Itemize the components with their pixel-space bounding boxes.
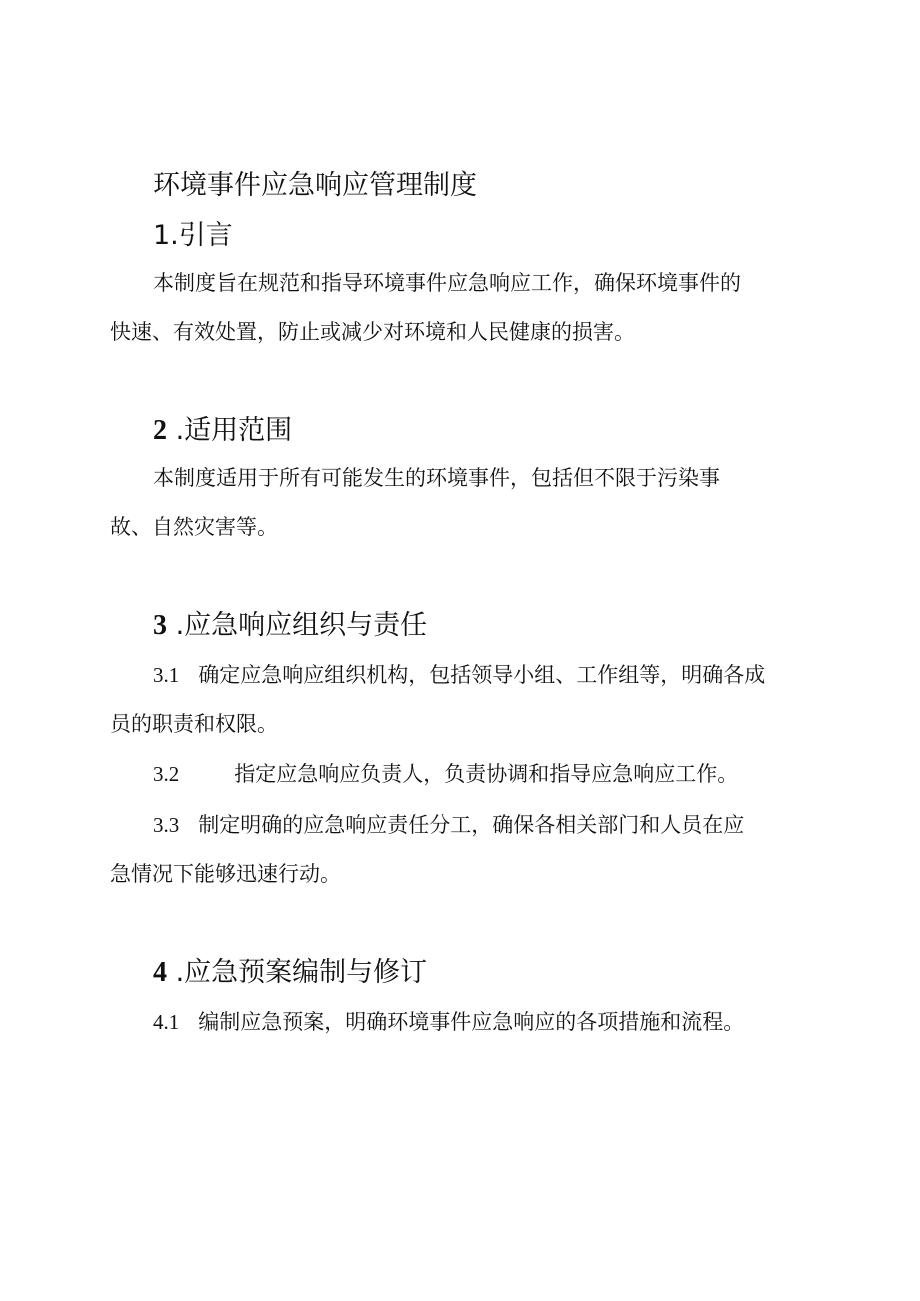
item-4-1-text: 编制应急预案，明确环境事件应急响应的各项措施和流程。 — [198, 1010, 745, 1034]
section-1-line-1: 本制度旨在规范和指导环境事件应急响应工作，确保环境事件的 — [153, 271, 741, 295]
item-3-1 — [153, 660, 765, 690]
section-2-heading — [153, 411, 292, 451]
item-3-3 — [153, 810, 744, 840]
section-2-line-2: 故、自然灾害等。 — [110, 515, 278, 539]
item-4-1 — [153, 1007, 744, 1037]
section-4-heading — [153, 953, 427, 993]
section-2-heading-text: .适用范围 — [167, 415, 293, 446]
item-3-1-number: 3.1 — [153, 663, 180, 687]
item-3-1-text: 确定应急响应组织机构，包括领导小组、工作组等，明确各成 — [198, 663, 766, 687]
section-2-line-1: 本制度适用于所有可能发生的环境事件，包括但不限于污染事 — [153, 466, 720, 490]
section-1-heading: 1.引言 — [153, 220, 233, 251]
section-4-heading-number: 4 — [153, 957, 167, 988]
item-3-2-number: 3.2 — [153, 762, 180, 786]
item-4-1-number: 4.1 — [153, 1010, 180, 1034]
section-3-heading-text: .应急响应组织与责任 — [167, 610, 428, 641]
document-title: 环境事件应急响应管理制度 — [153, 170, 477, 201]
item-3-2-text: 指定应急响应负责人，负责协调和指导应急响应工作。 — [234, 762, 739, 786]
item-3-3-continuation: 急情况下能够迅速行动。 — [110, 862, 341, 886]
section-3-heading — [153, 606, 427, 646]
section-1-line-2: 快速、有效处置，防止或减少对环境和人民健康的损害。 — [110, 320, 635, 344]
section-2-heading-number: 2 — [153, 415, 167, 446]
section-4-heading-text: .应急预案编制与修订 — [167, 957, 428, 988]
item-3-3-text: 制定明确的应急响应责任分工，确保各相关部门和人员在应 — [198, 813, 745, 837]
section-3-heading-number: 3 — [153, 610, 167, 641]
item-3-2 — [153, 759, 738, 789]
item-3-3-number: 3.3 — [153, 813, 180, 837]
item-3-1-continuation: 员的职责和权限。 — [110, 712, 278, 736]
